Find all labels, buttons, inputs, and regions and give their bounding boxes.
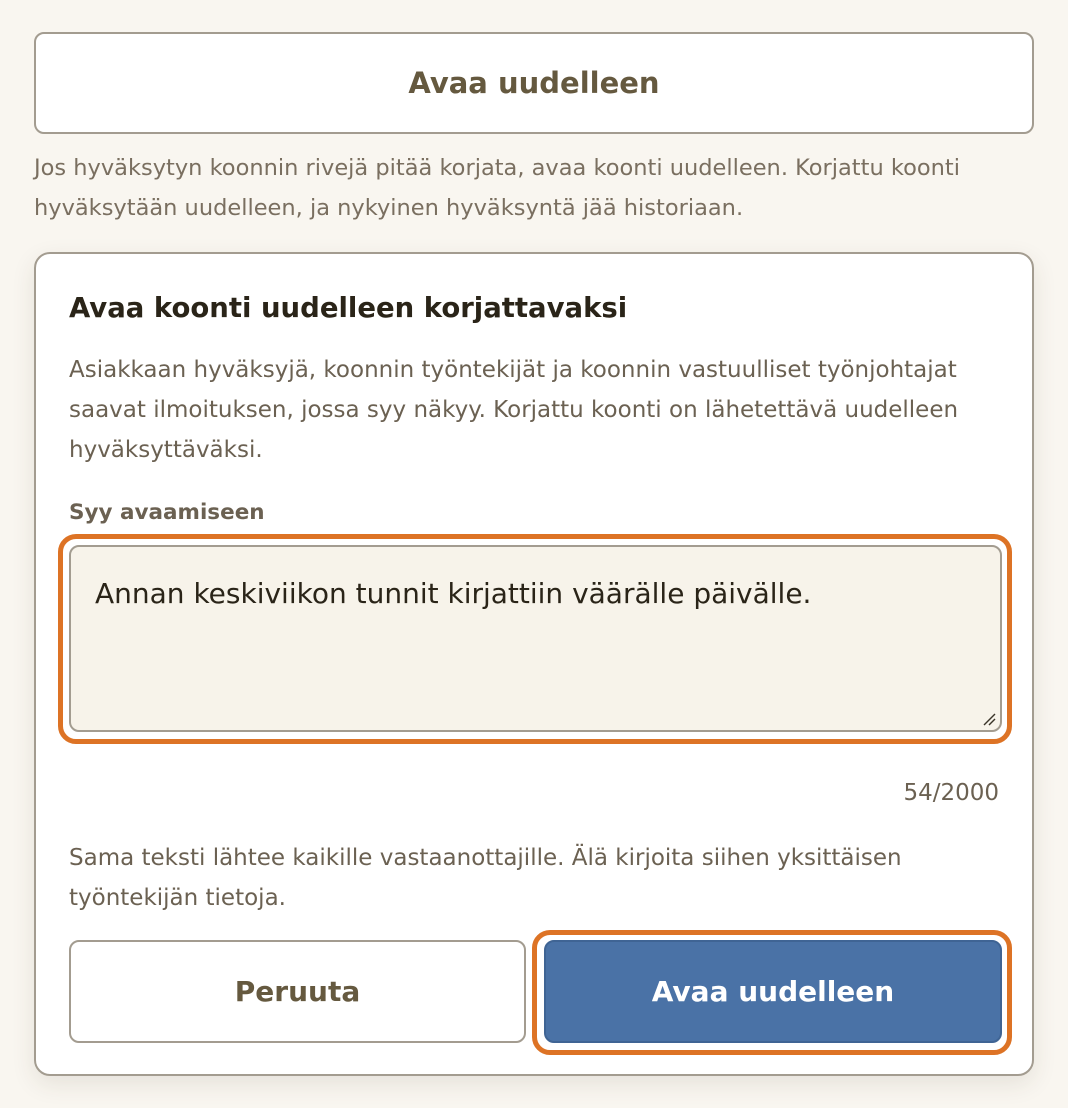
reason-textarea-value: Annan keskiviikon tunnit kirjattiin väärälle päivälle. bbox=[95, 577, 812, 610]
dialog-description: Asiakkaan hyväksyjä, koonnin työntekijät ja koonnin vastuulliset työnjohtajat saavat ilmoituksen, jossa syy näkyy. Korjattu koonti on lähetettävä uudelleen hyväksyttäväksi. bbox=[69, 357, 959, 463]
dialog-title: Avaa koonti uudelleen korjattavaksi bbox=[69, 292, 628, 324]
resize-grip-icon[interactable] bbox=[982, 712, 996, 726]
recipients-note: Sama teksti lähtee kaikille vastaanottajille. Älä kirjoita siihen yksittäisen työntekijän tietoja. bbox=[69, 845, 902, 911]
confirm-reopen-button-label: Avaa uudelleen bbox=[651, 975, 895, 1008]
reason-label: Syy avaamiseen bbox=[69, 500, 265, 525]
reason-textarea[interactable] bbox=[69, 545, 1002, 732]
reopen-dialog bbox=[34, 252, 1034, 1076]
cancel-button-label: Peruuta bbox=[234, 975, 361, 1008]
character-counter: 54/2000 bbox=[903, 780, 999, 806]
reopen-help-text: Jos hyväksytyn koonnin rivejä pitää korjata, avaa koonti uudelleen. Korjattu koonti hyväksytään uudelleen, ja nykyinen hyväksyntä jää historiaan. bbox=[34, 155, 960, 221]
confirm-reopen-button[interactable] bbox=[544, 940, 1002, 1043]
reopen-button[interactable] bbox=[34, 32, 1034, 134]
cancel-button[interactable] bbox=[69, 940, 526, 1043]
reopen-button-label: Avaa uudelleen bbox=[408, 66, 660, 100]
